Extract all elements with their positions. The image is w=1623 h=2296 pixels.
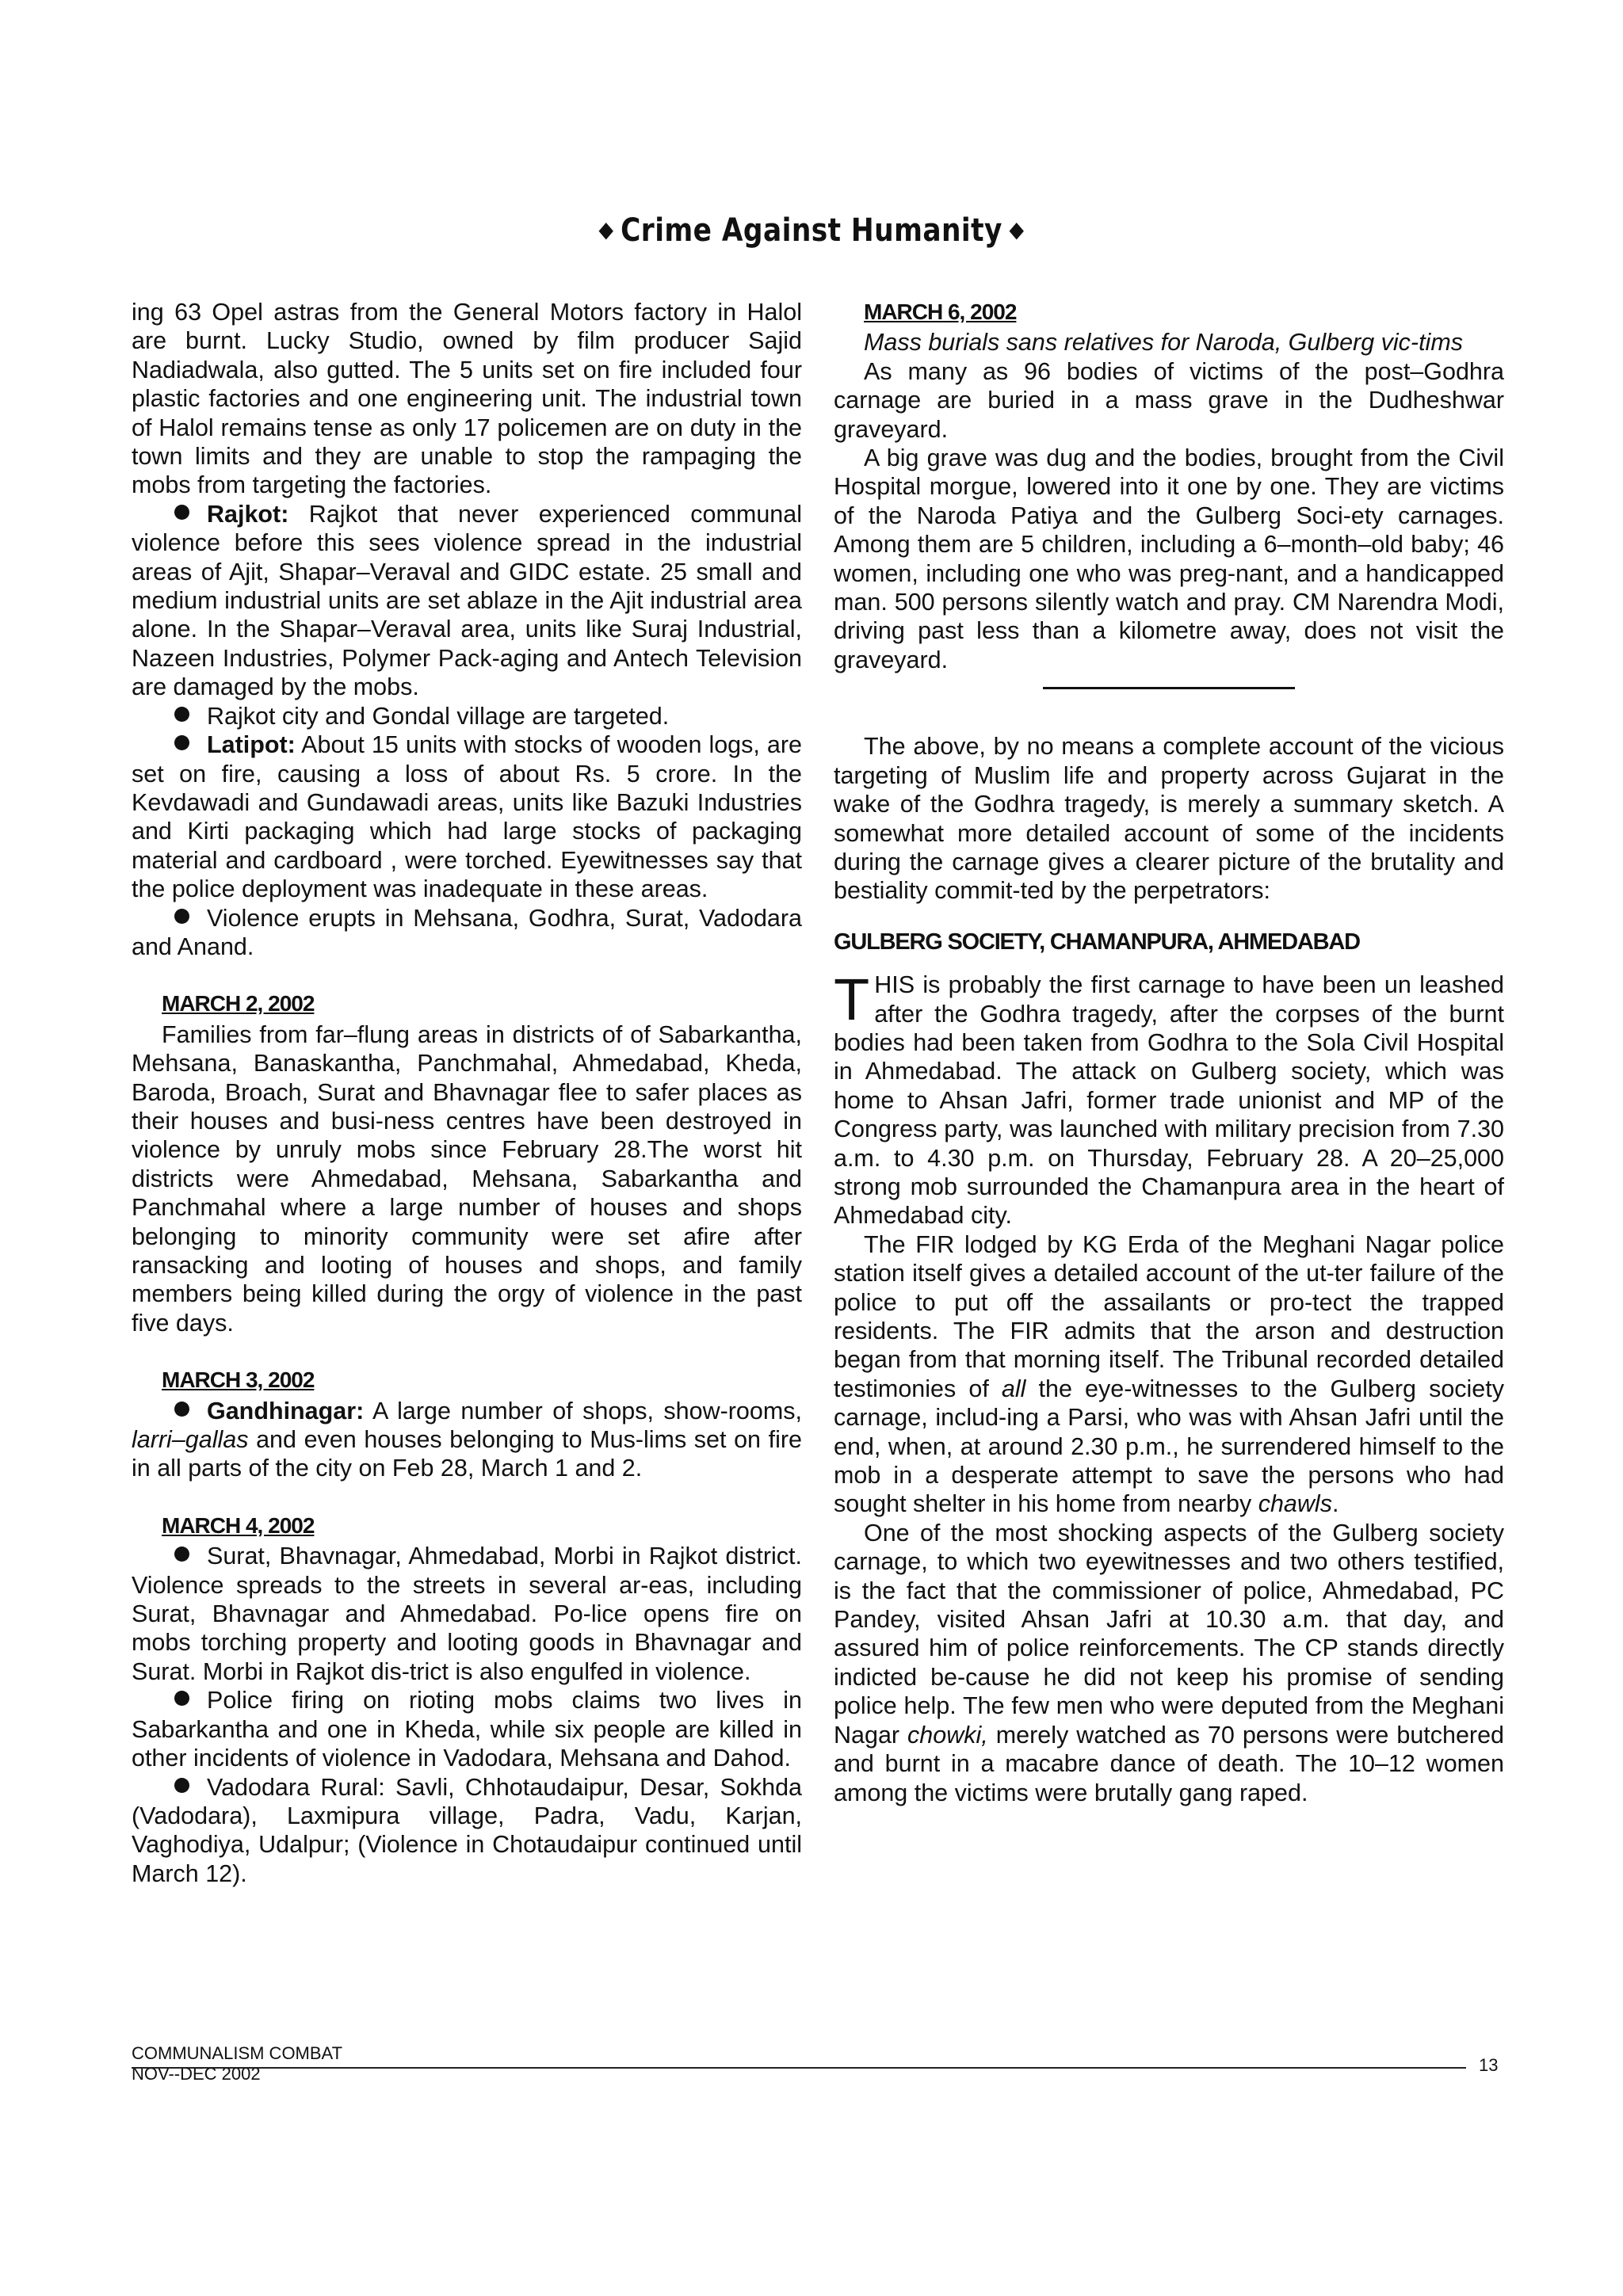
paragraph: As many as 96 bodies of victims of the post–Godhra carnage are buried in a mass grave in the Dudheshwar graveyard. [834,357,1504,443]
header-title: Crime Against Humanity [621,212,1002,249]
paragraph-text: . [1331,1490,1339,1518]
item-text: Police firing on rioting mobs claims two lives in Sabarkantha and one in Kheda, while six people are killed in other incidents of violence in Vadodara, Mehsana and Dahod. [132,1687,802,1772]
date-heading: MARCH 2, 2002 [162,991,315,1016]
item-text: A large number of shops, show-rooms, [364,1397,802,1425]
item-text: About 15 units with stocks of wooden logs, are set on fire, causing a loss of about Rs. 5 crore. In the Kevdawadi and Gundawadi areas, units like Bazuki Industries and Kirti packaging which had large stocks of packaging material and cardboard , were torched. Eyewitnesses say that the police deployment was inadequate in these areas. [132,731,802,903]
bullet-icon [174,505,189,520]
paragraph-text: One of the most shocking aspects of the Gulberg society carnage, to which two eyewitnesses and two others testified, is the fact that the commissioner of police, Ahmedabad, PC Pandey, visited Ahsan Jafri at 10.30 a.m. that day, and assured him of police reinforcements. The CP stands directly indicted be-cause he did not keep his promise of sending police help. The few men who were deputed from the Meghani Nagar [834,1519,1504,1749]
bullet-item-gandhinagar [132,1397,802,1483]
page-number: 13 [1479,2055,1499,2075]
item-text: Violence erupts in Mehsana, Godhra, Surat, Vadodara and Anand. [132,904,802,960]
paragraph-text: HIS is probably the first carnage to have been un leashed after the Godhra tragedy, after the corpses of the burnt bodies had been taken from Godhra to the Sola Civil Hospital in Ahmedabad. The attack on Gulberg society, which was home to Ahsan Jafri, former trade unionist and MP of the Congress party, was launched with military precision from 7.30 a.m. to 4.30 p.m. on Thursday, February 28. A 20–25,000 strong mob surrounded the Chamanpura area in the heart of Ahmedabad city. [834,971,1504,1230]
item-text: Rajkot city and Gondal village are targeted. [207,702,670,730]
paragraph [834,1519,1504,1807]
date-heading: MARCH 4, 2002 [162,1512,315,1538]
bullet-item-rajkot [132,500,802,702]
diamond-icon: ◆ [598,216,614,242]
paragraph [834,1230,1504,1519]
item-text: Vadodara Rural: Savli, Chhotaudaipur, Desar, Sokhda (Vadodara), Laxmipura village, Padra, Vadu, Karjan, Vaghodiya, Udalpur; (Violence in Chotaudaipur continued until March 12). [132,1773,802,1887]
bullet-item-latipot [132,730,802,903]
date-heading: MARCH 6, 2002 [864,299,1017,324]
bullet-item-violence [132,904,802,962]
bullet-icon [174,1691,189,1706]
issue-date: NOV--DEC 2002 [132,2064,261,2084]
item-text-italic: larri–gallas [132,1426,249,1454]
item-lead: Gandhinagar: [207,1397,365,1425]
section-title: GULBERG SOCIETY, CHAMANPURA, AHMEDABAD [834,929,1360,955]
paragraph-text: merely watched as 70 persons were butchered and burnt in a macabre dance of death. The 10–12 women among the victims were brutally gang raped. [834,1721,1505,1806]
diamond-icon: ◆ [1009,216,1025,242]
paragraph-text-italic: chawls [1258,1490,1332,1518]
publication-name: COMMUNALISM COMBAT [132,2043,343,2063]
item-text: and even houses belonging to Mus-lims set on fire in all parts of the city on Feb 28, March 1 and 2. [132,1426,802,1482]
paragraph: Families from far–flung areas in districts of of Sabarkantha, Mehsana, Banaskantha, Panchmahal, Ahmedabad, Kheda, Baroda, Broach, Surat and Bhavnagar flee to safer places as their houses and busi-ness centres have been destroyed in violence by unruly mobs since February 28.The worst hit districts were Ahmedabad, Mehsana, Sabarkantha and Panchmahal where a large number of houses and shops belonging to minority community were set afire after ransacking and looting of houses and shops, and family members being killed during the orgy of violence in the past five days. [132,1020,802,1337]
drop-cap: T [834,967,870,1033]
paragraph: The above, by no means a complete account of the vicious targeting of Muslim life and property across Gujarat in the wake of the Godhra tragedy, is merely a summary sketch. A somewhat more detailed account of some of the incidents during the carnage gives a clearer picture of the brutality and bestiality commit-ted by the perpetrators: [834,733,1504,905]
bullet-icon [174,1402,189,1417]
paragraph-text-italic: chowki, [907,1721,988,1749]
running-header [113,212,1509,249]
item-lead: Latipot: [207,731,296,759]
item-text: Rajkot that never experienced communal violence before this sees violence spread in the industrial areas of Ajit, Shapar–Veraval and GIDC estate. 25 small and medium industrial units are set ablaze in the Ajit industrial area alone. In the Shapar–Veraval area, units like Suraj Industrial, Nazeen Industries, Polymer Pack-aging and Antech Television are damaged by the mobs. [132,500,802,701]
paragraph-text: The FIR lodged by KG Erda of the Meghani Nagar police station itself gives a detailed account of the ut-ter failure of the police to put off the assailants or pro-tect the trapped residents. The FIR admits that the arson and destruction began from that morning itself. The Tribunal recorded detailed testimonies of [834,1230,1504,1402]
bullet-item-rajkot-city [132,702,802,730]
footer-publication [132,2043,342,2084]
separator-line [1043,676,1295,689]
bullet-icon [174,735,189,750]
bullet-icon [174,707,189,722]
paragraph-text-italic: all [1001,1375,1026,1402]
paragraph: ing 63 Opel astras from the General Motors factory in Halol are burnt. Lucky Studio, owned by film producer Sajid Nadiadwala, also gutted. The 5 units set on fire included four plastic factories and one engineering unit. The industrial town of Halol remains tense as only 17 policemen are on duty in the town limits and they are unable to stop the rampaging the mobs from targeting the factories. [132,299,802,499]
right-column [834,298,1504,1807]
paragraph: A big grave was dug and the bodies, brought from the Civil Hospital morgue, lowered into it one by one. They are victims of the Naroda Patiya and the Gulberg Soci-ety carnages. Among them are 5 children, including a 6–month–old baby; 46 women, including one who was preg-nant, and a handicapped man. 500 persons silently watch and pray. CM Narendra Modi, driving past less than a kilometre away, does not visit the graveyard. [834,444,1504,673]
item-text: Surat, Bhavnagar, Ahmedabad, Morbi in Rajkot district. Violence spreads to the streets in several ar-eas, including Surat, Bhavnagar and Ahmedabad. Po-lice opens fire on mobs torching property and looting goods in Bhavnagar and Surat. Morbi in Rajkot dis-trict is also engulfed in violence. [132,1543,802,1685]
bullet-item-surat [132,1542,802,1686]
item-lead: Rajkot: [207,500,289,528]
date-heading: MARCH 3, 2002 [162,1367,315,1393]
bullet-icon [174,1547,189,1562]
paragraph-text: the eye-witnesses to the Gulberg society carnage, includ-ing a Parsi, who was with Ahsan Jafri until the end, when, at around 2.30 p.m., he surrendered himself to the mob in a desperate attempt to save the persons who had sought shelter in his home from nearby [834,1375,1504,1518]
left-column [132,298,802,1888]
bullet-icon [174,1778,189,1793]
bullet-item-police [132,1686,802,1772]
footer-rule [132,2067,1466,2069]
subheading: Mass burials sans relatives for Naroda, Gulberg vic-tims [864,329,1463,357]
paragraph [834,967,1504,1230]
bullet-item-vadodara [132,1773,802,1889]
bullet-icon [174,909,189,924]
